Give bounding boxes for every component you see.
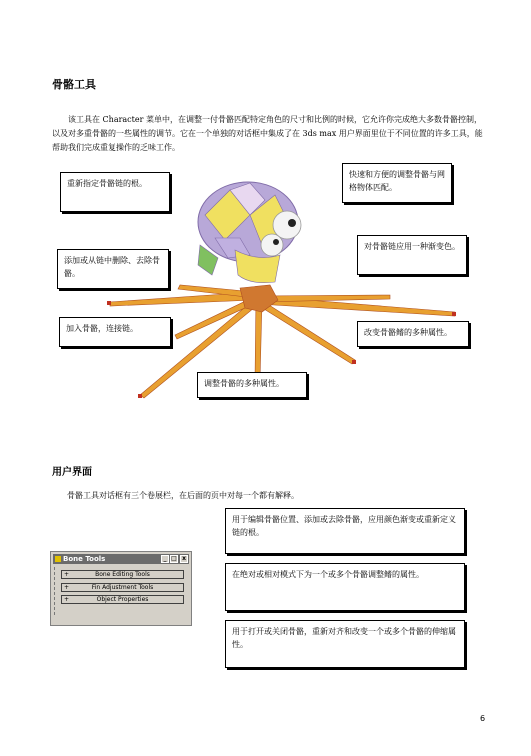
page-number: 6 [480,714,486,723]
callout-connect: 加入骨骼，连接链。 [59,317,171,347]
callout-gradient: 对骨骼链应用一种渐变色。 [357,235,467,275]
bone-tools-dialog [50,551,192,626]
callout-quick-match: 快速和方便的调整骨骼与网格物体匹配。 [342,163,452,203]
close-button[interactable]: x [180,555,188,563]
expand-icon: + [64,584,70,591]
minimize-button[interactable]: _ [161,555,169,563]
callout-add-remove: 添加或从链中删除、去除骨骼。 [57,249,169,289]
expand-icon: + [64,596,70,603]
callout-fin-properties: 改变骨骼鳍的多种属性。 [357,321,469,347]
maximize-button[interactable]: □ [171,555,177,562]
rollout-label: Fin Adjustment Tools [91,584,154,591]
callout-object-properties: 用于打开或关闭骨骼，重新对齐和改变一个或多个骨骼的伸缩属性。 [225,620,465,668]
expand-icon: + [64,571,70,578]
callout-bone-editing: 用于编辑骨骼位置、添加或去除骨骼，应用颜色渐变或重新定义链的根。 [225,508,465,554]
app-icon [55,556,61,562]
dialog-scrollbar[interactable] [54,567,59,615]
section-title: 用户界面 [52,467,92,478]
rollout-bone-editing-tools[interactable] [61,570,184,579]
dialog-title: Bone Tools [63,555,106,563]
rollout-object-properties[interactable] [61,595,184,604]
callout-adjust-properties: 调整骨骼的多种属性。 [197,372,307,398]
rollout-label: Object Properties [96,596,149,603]
dialog-titlebar [53,554,189,564]
callout-reassign-root: 重新指定骨骼链的根。 [60,172,170,212]
rollout-label: Bone Editing Tools [95,571,150,578]
page-title: 骨骼工具 [52,78,96,91]
callout-fin-adjustment: 在绝对或相对模式下为一个或多个骨骼调整鳍的属性。 [225,563,465,611]
section-intro: 骨骼工具对话框有三个卷展栏，在后面的页中对每一个都有解释。 [67,491,299,500]
rollout-fin-adjustment-tools[interactable] [61,583,184,592]
intro-paragraph: 该工具在 Character 菜单中，在调整一付骨骼匹配特定角色的尺寸和比例的时候，它允许你完成绝大多数骨骼控制，以及对多重骨骼的一些属性的调节。它在一个单独的对话框中集成了在 3ds max 用户界面里位于不同位置的许多工具，能帮助我们完成重复操作的乏味工作。 [52,115,483,152]
